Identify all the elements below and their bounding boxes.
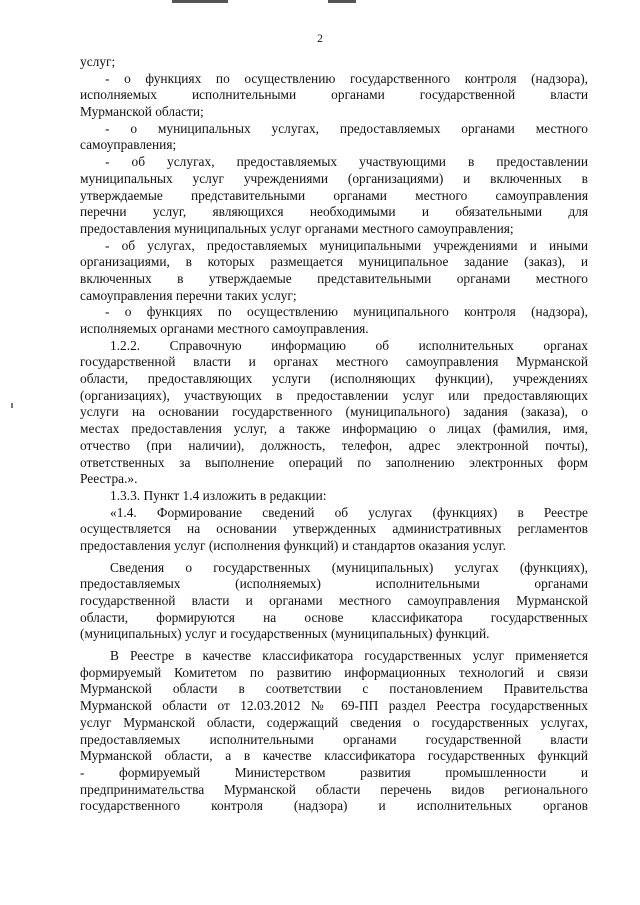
text-line: государственной власти и органами местного самоуправления Мурманской (80, 593, 588, 608)
text-line: В Реестре в качестве классификатора государственных услуг применяется (110, 648, 588, 664)
text-line: предоставления муниципальных услуг органами местного самоуправления; (80, 220, 514, 236)
text-line: организациями, в которых размещается муниципальное задание (заказ), и (80, 254, 588, 270)
text-line: предоставляемых (исполняемых) исполнительными органами (80, 576, 588, 592)
text-line: перечни услуг, являющихся необходимыми и обязательными для (80, 204, 588, 220)
text-line: самоуправления перечни таких услуг; (80, 287, 297, 303)
text-line: Мурманской области; (80, 104, 204, 120)
page-number: 2 (317, 33, 323, 45)
text-line: исполняемых органами местного самоуправления. (80, 321, 369, 336)
text-line: (муниципальных) услуг и государственных (муниципальных) функций. (80, 626, 490, 642)
text-line: услуги на основании государственного (муниципального) задания (заказа), о (80, 404, 588, 420)
text-line: «1.4. Формирование сведений об услугах (функциях) в Реестре (110, 504, 588, 520)
text-line: услуг; (80, 54, 116, 69)
text-line: - о функциях по осуществлению государственного контроля (надзора), (105, 70, 588, 86)
text-line: предоставления услуг (исполнения функций) и стандартов оказания услуг. (80, 537, 506, 553)
document-body (80, 54, 588, 815)
text-line: - об услугах, предоставляемых муниципальными учреждениями и иными (105, 237, 588, 253)
text-line: Реестра.». (80, 471, 138, 487)
text-line: Мурманской области, а в качестве классификатора государственных функций (80, 748, 588, 764)
text-line: формируемый Комитетом по развитию информационных технологий и связи (80, 664, 588, 680)
text-line: утверждаемые представительными органами местного самоуправления (80, 187, 588, 203)
text-line: государственного контроля (надзора) и исполнительных органов (80, 798, 588, 814)
text-line: - об услугах, предоставляемых участвующими в предоставлении (105, 154, 588, 170)
text-line: самоуправления; (80, 137, 177, 153)
text-line: Мурманской области от 12.03.2012 № 69-ПП раздел Реестра государственных (80, 698, 588, 714)
text-line: местах предоставления услуг, а также информацию о лицах (фамилия, имя, (80, 421, 588, 437)
text-line: 1.2.2. Справочную информацию об исполнительных органах (110, 337, 588, 353)
text-line: включенных в утверждаемые представительными органами местного (80, 270, 588, 286)
scan-mark-right (328, 0, 356, 3)
margin-mark (11, 403, 13, 408)
text-line: - о муниципальных услугах, предоставляемых органами местного (105, 120, 588, 136)
text-line: Мурманской области в соответствии с постановлением Правительства (80, 681, 588, 697)
text-line: - о функциях по осуществлению муниципального контроля (надзора), (105, 304, 588, 320)
text-line: предпринимательства Мурманской области перечень видов регионального (80, 781, 588, 797)
text-line: области, предоставляющих услуги (исполняющих функции), учреждениях (80, 371, 588, 387)
text-line: - формируемый Министерством развития промышленности и (80, 764, 588, 780)
text-line: государственной власти и органах местного самоуправления Мурманской (80, 354, 588, 370)
text-line: Сведения о государственных (муниципальных) услугах (функциях), (110, 559, 588, 575)
text-line: (организациях), участвующих в предоставлении услуг или предоставляющих (80, 387, 588, 403)
text-line: муниципальных услуг учреждениями (организациями) и включенных в (80, 170, 588, 186)
text-line: отчество (при наличии), должность, телефон, адрес электронной почты), (80, 437, 588, 453)
text-line: 1.3.3. Пункт 1.4 изложить в редакции: (110, 487, 327, 503)
text-line: ответственных за выполнение операций по заполнению электронных форм (80, 454, 588, 470)
text-line: предоставляемых исполнительными органами государственной власти (80, 731, 588, 747)
text-line: осуществляется на основании утвержденных административных регламентов (80, 521, 588, 537)
text-line: области, формируются на основе классификатора государственных (80, 609, 588, 625)
scan-mark-left (172, 0, 228, 3)
text-line: услуг Мурманской области, содержащий сведения о государственных услугах, (80, 714, 588, 730)
text-line: исполняемых исполнительными органами государственной власти (80, 87, 588, 103)
